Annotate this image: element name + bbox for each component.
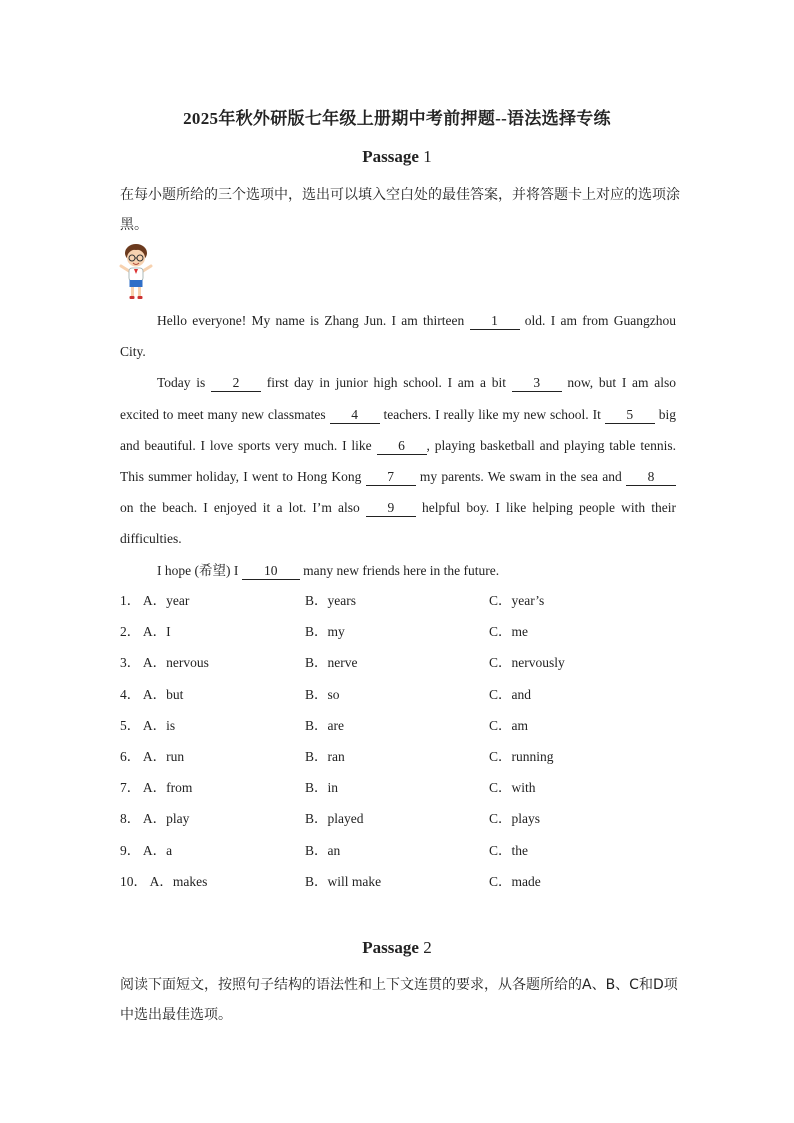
question-row — [120, 772, 680, 803]
passage-paragraph — [120, 555, 676, 586]
question-number-and-option-a: 6． A．run — [120, 748, 185, 764]
question-number-and-option-a: 4． A．but — [120, 686, 184, 702]
document-title: 2025年秋外研版七年级上册期中考前押题--语法选择专练 — [183, 109, 611, 128]
question-row — [120, 803, 680, 834]
question-row — [120, 835, 680, 866]
passage-text: on the beach. I enjoyed it a lot. I’m also — [120, 500, 366, 516]
question-number-and-option-a: 9． A．a — [120, 842, 173, 858]
option-c: C．and — [489, 686, 531, 702]
question-row — [120, 585, 680, 616]
passage-2-title-number: 2 — [423, 938, 432, 957]
question-row — [120, 741, 680, 772]
passage-text: now, but I am also excited to meet many new classmates — [120, 375, 676, 422]
passage-text: helpful boy. I like helping people with their difficulties. — [120, 500, 676, 547]
blank-5: 5 — [605, 407, 655, 424]
blank-7: 7 — [366, 469, 416, 486]
blank-1: 1 — [470, 313, 520, 330]
question-number-and-option-a: 10． A．makes — [120, 873, 208, 889]
question-number-and-option-a: 2． A．I — [120, 624, 171, 640]
option-c: C．nervously — [489, 655, 565, 671]
passage-text: teachers. I really like my new school. It — [379, 406, 605, 422]
option-b: B．in — [305, 780, 339, 796]
passage-text: many new friends here in the future. — [299, 562, 500, 578]
option-b: B．will make — [305, 873, 382, 889]
option-b: B．ran — [305, 748, 345, 764]
passage-text: big and beautiful. I love sports very much. I like — [120, 406, 676, 453]
passage-text: Hello everyone! My name is Zhang Jun. I am thirteen — [157, 313, 470, 328]
option-c: C．am — [489, 717, 528, 733]
passage-text: Today is — [157, 375, 211, 391]
option-b: B．are — [305, 717, 344, 733]
blank-2: 2 — [211, 375, 261, 392]
passage-text: my parents. We swam in the sea and — [415, 469, 626, 485]
blank-9: 9 — [366, 500, 416, 517]
question-number-and-option-a: 7． A．from — [120, 780, 193, 796]
option-c: C．year’s — [489, 593, 545, 608]
option-b: B．years — [305, 593, 356, 608]
boy-avatar-icon — [118, 242, 154, 302]
passage-paragraph — [120, 367, 676, 554]
passage-1-text — [120, 305, 676, 586]
blank-6: 6 — [377, 438, 427, 455]
blank-3: 3 — [512, 375, 562, 392]
passage-2-instructions: 阅读下面短文，按照句子结构的语法性和上下文连贯的要求，从各题所给的A、B、C和D项中选出最佳选项。 — [120, 977, 678, 1023]
question-row — [120, 616, 680, 647]
option-b: B．my — [305, 624, 345, 640]
passage-1-question-options — [120, 585, 680, 897]
option-b: B．played — [305, 811, 364, 827]
question-number-and-option-a: 5． A．is — [120, 717, 176, 733]
question-row — [120, 679, 680, 710]
passage-paragraph — [120, 305, 676, 367]
option-c: C．plays — [489, 811, 541, 827]
blank-10: 10 — [242, 563, 300, 580]
passage-text: , playing basketball and playing table tennis. This summer holiday, I went to Hong Kong — [120, 437, 677, 485]
option-c: C．made — [489, 873, 541, 889]
option-b: B．an — [305, 842, 341, 858]
question-row — [120, 647, 680, 678]
question-row — [120, 710, 680, 741]
blank-8: 8 — [626, 469, 676, 486]
option-c: C．the — [489, 842, 528, 858]
passage-text: old. I am from Guangzhou City. — [120, 313, 676, 360]
passage-1-title-number: 1 — [423, 147, 432, 166]
option-c: C．with — [489, 780, 536, 796]
option-b: B．so — [305, 686, 340, 702]
passage-1-title — [0, 147, 794, 167]
passage-text: I hope (希望) I — [157, 562, 242, 578]
passage-text: first day in junior high school. I am a bit — [260, 375, 512, 391]
passage-1-instructions: 在每小题所给的三个选项中，选出可以填入空白处的最佳答案，并将答题卡上对应的选项涂黑。 — [120, 187, 680, 233]
question-number-and-option-a: 3． A．nervous — [120, 655, 209, 671]
passage-1-title-word: Passage — [362, 147, 419, 166]
question-number-and-option-a: 8． A．play — [120, 811, 190, 827]
passage-2-title-word: Passage — [362, 938, 419, 957]
question-number-and-option-a: 1． A．year — [120, 593, 190, 608]
option-c: C．running — [489, 748, 554, 764]
passage-2-title — [0, 938, 794, 958]
blank-4: 4 — [330, 407, 380, 424]
question-row — [120, 866, 680, 897]
option-b: B．nerve — [305, 655, 358, 671]
option-c: C．me — [489, 624, 528, 640]
